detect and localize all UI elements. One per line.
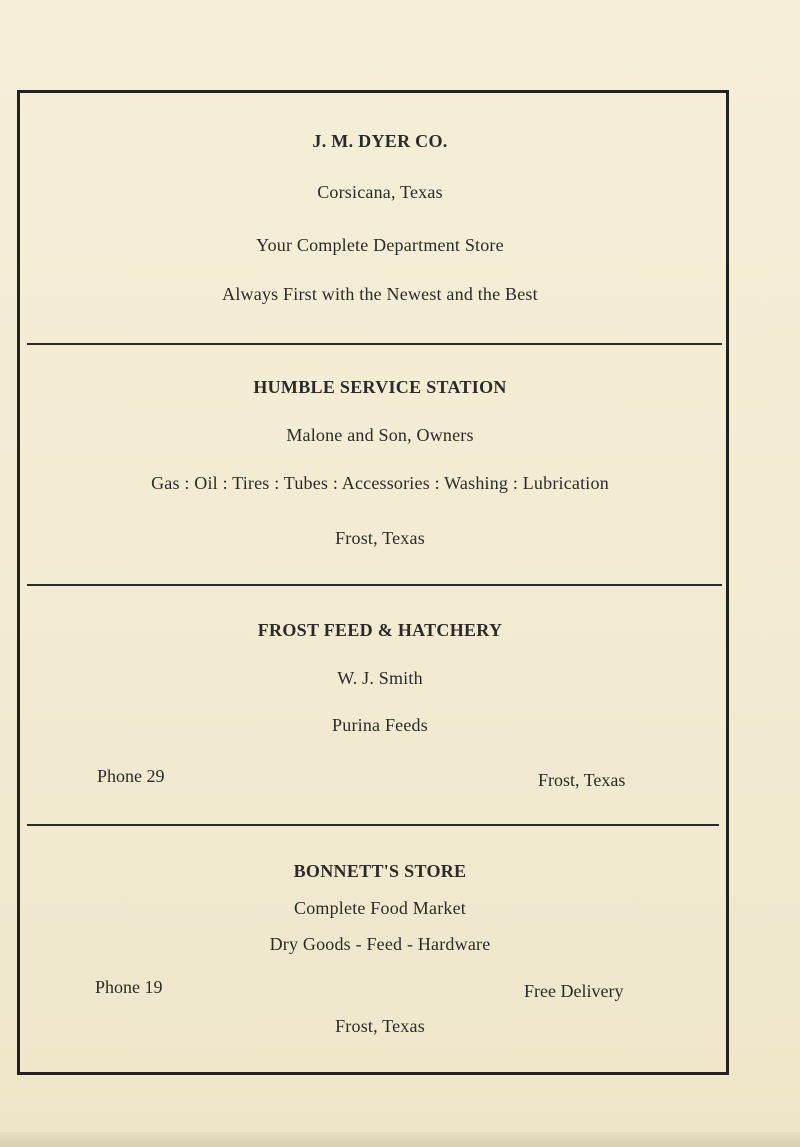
ad-phone: Phone 19 (95, 977, 163, 997)
ad-line: Your Complete Department Store (256, 235, 504, 255)
ad-line: Purina Feeds (332, 715, 428, 735)
ad-phone: Phone 29 (97, 766, 165, 786)
page-bottom-edge (0, 1132, 800, 1147)
ad-line: W. J. Smith (337, 668, 423, 688)
ad-line: Gas : Oil : Tires : Tubes : Accessories : Washing : Lubrication (151, 473, 609, 493)
ad-title: FROST FEED & HATCHERY (257, 620, 503, 640)
ad-line: Malone and Son, Owners (286, 425, 474, 445)
ad-title: HUMBLE SERVICE STATION (253, 377, 507, 397)
ad-line: Frost, Texas (335, 528, 425, 548)
ad-line: Complete Food Market (294, 898, 466, 918)
ad-line: Always First with the Newest and the Best (222, 284, 538, 304)
ad-delivery: Free Delivery (524, 981, 624, 1001)
section-divider (27, 824, 719, 826)
ad-title: BONNETT'S STORE (293, 861, 467, 881)
ad-location: Frost, Texas (538, 770, 626, 790)
section-divider (27, 584, 722, 586)
section-divider (27, 343, 722, 345)
ad-line: Dry Goods - Feed - Hardware (269, 934, 491, 954)
ad-title: J. M. DYER CO. (312, 131, 448, 151)
ad-line: Corsicana, Texas (317, 182, 443, 202)
ad-location: Frost, Texas (335, 1016, 425, 1036)
